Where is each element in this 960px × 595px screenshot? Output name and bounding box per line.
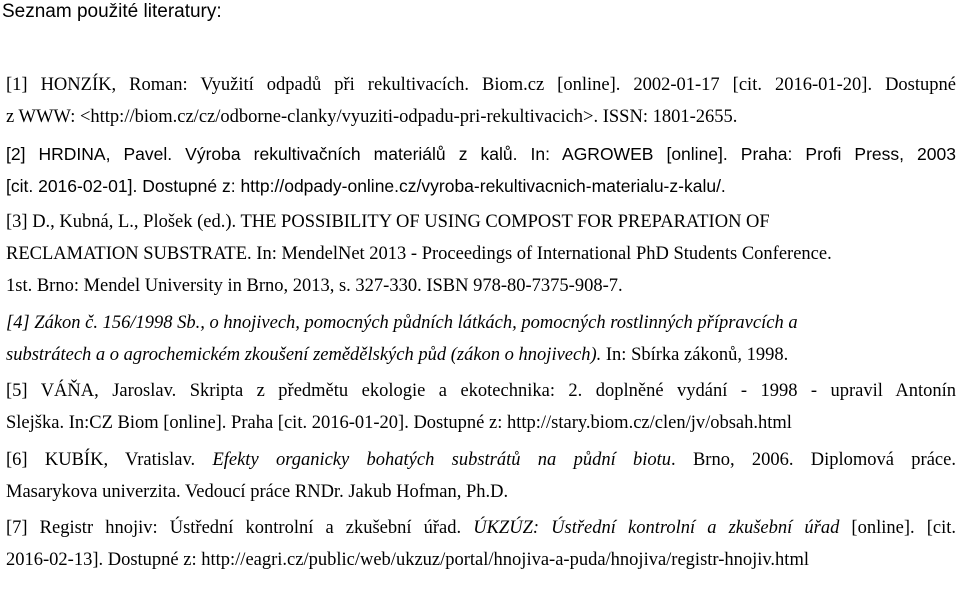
reference-source: In: Sbírka zákonů, 1998. [601,344,789,365]
reference-line [6,444,956,476]
reference-line: [cit. 2016-02-01]. Dostupné z: http://odpady-online.cz/vyroba-rekultivacnich-materialu-z-kalu/. [6,175,726,196]
reference-line: 1st. Brno: Mendel University in Brno, 2013, s. 327-330. ISBN 978-80-7375-908-7. [6,276,623,296]
reference-3 [6,206,956,307]
reference-law-title-cont: substrátech a o agrochemickém zkoušení zemědělských půd (zákon o hnojivech). [6,344,602,365]
reference-line: Slejška. In:CZ Biom [online]. Praha [cit. 2016-01-20]. Dostupné z: http://stary.biom.cz/clen/jv/obsah.html [6,413,792,433]
reference-author: [7] Registr hnojiv: Ústřední kontrolní a zkušební úřad. [6,518,474,538]
reference-line: z WWW: <http://biom.cz/cz/odborne-clanky/vyuziti-odpadu-pri-rekultivacich>. ISSN: 1801-2655. [6,107,738,127]
reference-line: [1] HONZÍK, Roman: Využití odpadů při rekultivacích. Biom.cz [online]. 2002-01-17 [cit. 2016-01-20]. Dostupné [6,75,956,95]
reference-publication: . Brno, 2006. Diplomová práce. [671,449,956,470]
page-heading: Seznam použité literatury: [2,1,222,22]
reference-line: 2016-02-13]. Dostupné z: http://eagri.cz/public/web/ukzuz/portal/hnojiva-a-puda/hnojiva/registr-hnojiv.html [6,550,809,570]
reference-6 [6,444,956,513]
reference-title: Efekty organicky bohatých substrátů na půdní biotu [212,449,672,470]
reference-line: [3] D., Kubná, L., Plošek (ed.). THE POSSIBILITY OF USING COMPOST FOR PREPARATION OF [6,212,770,232]
reference-line: Masarykova univerzita. Vedoucí práce RNDr. Jakub Hofman, Ph.D. [6,481,509,502]
reference-publication: [online]. [cit. [839,518,956,538]
reference-line: [5] VÁŇA, Jaroslav. Skripta z předmětu ekologie a ekotechnika: 2. doplněné vydání - 1998 - upravil Antonín [6,381,956,401]
reference-line: RECLAMATION SUBSTRATE. In: MendelNet 2013 - Proceedings of International PhD Students Conference. [6,244,832,264]
reference-4 [6,307,956,376]
reference-5 [6,375,956,444]
reference-7 [6,512,956,576]
reference-2 [6,138,956,207]
reference-list [6,69,956,576]
reference-law-title: [4] Zákon č. 156/1998 Sb., o hnojivech, pomocných půdních látkách, pomocných rostlinných přípravcích a [6,312,798,333]
reference-title: ÚKZÚZ: Ústřední kontrolní a zkušební úřad [473,518,840,538]
reference-line [6,512,956,544]
reference-author: [6] KUBÍK, Vratislav. [6,449,213,470]
reference-line [6,339,956,376]
reference-line: [2] HRDINA, Pavel. Výroba rekultivačních materiálů z kalů. In: AGROWEB [online]. Praha: Profi Press, 2003 [6,143,956,164]
reference-1 [6,69,956,138]
